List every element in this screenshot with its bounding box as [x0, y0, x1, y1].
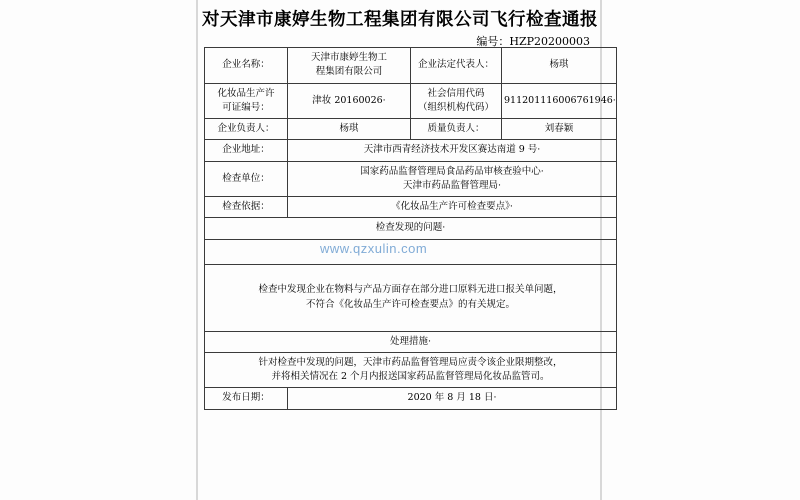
page-title: 对天津市康婷生物工程集团有限公司飞行检查通报 — [202, 10, 598, 30]
cell-legal-rep-label: 企业法定代表人： — [411, 48, 502, 84]
findings-title: 检查发现的问题· — [205, 218, 617, 239]
findings-line2: 不符合《化妆品生产许可检查要点》的有关规定。 — [305, 298, 515, 310]
table-row — [205, 119, 617, 140]
license-label-line1: 化妆品生产许 — [217, 87, 275, 99]
credit-code-label-line2: （组织机构代码） — [417, 101, 494, 113]
table-row-findings — [205, 264, 617, 331]
table-row-measures — [205, 352, 617, 388]
table-row-section — [205, 331, 617, 352]
cell-legal-rep-value: 杨琪 — [502, 48, 617, 84]
findings-line1: 检查中发现企业在物料与产品方面存在部分进口原料无进口报关单问题， — [258, 284, 563, 296]
company-name-line1: 天津市康婷生物工 — [310, 52, 387, 63]
license-label-line2: 可证编号： — [222, 101, 270, 113]
cell-basis-label: 检查依据： — [205, 197, 288, 218]
document-number: 编号：HZP20200003 — [476, 35, 590, 48]
cell-credit-code-value: 911201116006761946· — [502, 83, 617, 119]
table-row-section — [205, 218, 617, 239]
inspect-unit-line1: 国家药品监督管理局食品药品审核查验中心· — [360, 165, 544, 177]
watermark: www.qzxulin.com — [320, 241, 428, 256]
cell-license-number-label — [205, 83, 288, 119]
cell-address-label: 企业地址： — [205, 140, 288, 161]
measures-title: 处理措施· — [205, 331, 617, 352]
cell-company-head-value: 杨琪 — [288, 119, 411, 140]
cell-company-head-label: 企业负责人： — [205, 119, 288, 140]
findings-body — [205, 264, 617, 331]
cell-publish-date-label: 发布日期： — [205, 388, 288, 409]
cell-credit-code-label — [411, 83, 502, 119]
measures-line1: 针对检查中发现的问题，天津市药品监督管理局应责令该企业限期整改， — [258, 356, 563, 368]
table-row — [205, 140, 617, 161]
cell-license-number-value: 津妆 20160026· — [288, 83, 411, 119]
measures-line2: 并将相关情况在 2 个月内报送国家药品监督管理局化妆品监管司。 — [271, 371, 550, 382]
measures-body — [205, 352, 617, 388]
cell-company-name-value — [288, 48, 411, 84]
cell-quality-head-label: 质量负责人： — [411, 119, 502, 140]
cell-basis-value: 《化妆品生产许可检查要点》· — [288, 197, 617, 218]
cell-address-value: 天津市西青经济技术开发区赛达南道 9 号· — [288, 140, 617, 161]
inspection-report-table — [204, 47, 617, 410]
cell-company-name-label: 企业名称： — [205, 48, 288, 84]
cell-quality-head-value: 刘春颖 — [502, 119, 617, 140]
table-row — [205, 388, 617, 409]
inspect-unit-line2: 天津市药品监督管理局· — [402, 179, 502, 191]
table-row — [205, 83, 617, 119]
cell-inspect-unit-label: 检查单位： — [205, 161, 288, 197]
table-row — [205, 48, 617, 84]
table-row — [205, 161, 617, 197]
cell-inspect-unit-value — [288, 161, 617, 197]
page-edge-left — [196, 0, 198, 500]
cell-publish-date-value: 2020 年 8 月 18 日· — [288, 388, 617, 409]
table-row — [205, 197, 617, 218]
credit-code-label-line1: 社会信用代码 — [427, 87, 485, 99]
company-name-line2: 程集团有限公司 — [315, 66, 383, 78]
